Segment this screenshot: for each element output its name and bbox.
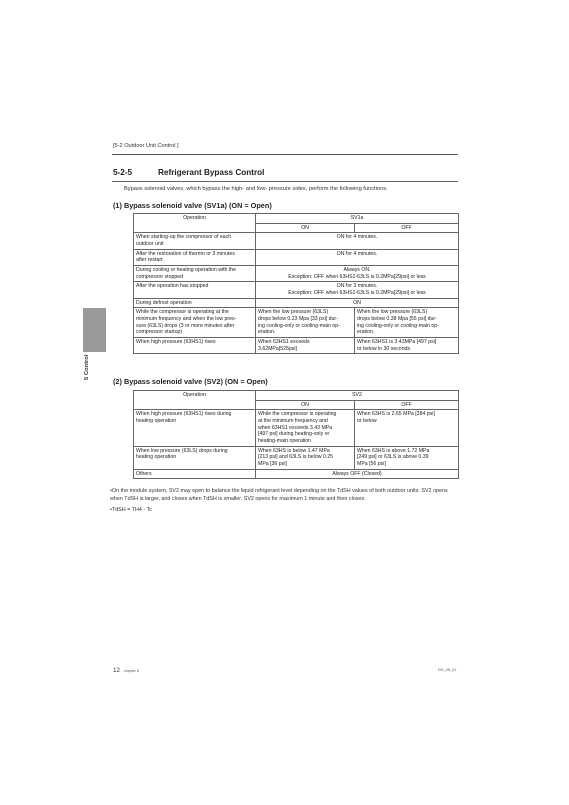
sv2-heading: (2) Bypass solenoid valve (SV2) (ON = Open) xyxy=(113,377,268,386)
off-cell: When the low pressure (63LS) drops below 0.38 Mpa [55 psi] dur- ing cooling-only or cooling-main op- eration. xyxy=(355,308,459,338)
merged-cell: ON xyxy=(256,298,459,308)
page-footer xyxy=(113,667,139,674)
operation-cell: After the restoration of thermo or 3 minutes after restart xyxy=(134,249,256,265)
operation-header: Operation xyxy=(134,391,256,410)
section-intro: Bypass solenoid valves, which bypass the high- and low- pressure sides, perform the following functions. xyxy=(124,186,388,192)
merged-cell: ON for 3 minutes. Exception: OFF when 63HS1-63LS is 0.2MPa[29psi] or less xyxy=(256,282,459,298)
merged-cell: ON for 4 minutes. xyxy=(256,249,459,265)
on-header: ON xyxy=(256,400,355,410)
merged-cell: Always OFF (Closed) xyxy=(256,469,459,479)
on-header: ON xyxy=(256,223,355,233)
on-cell: While the compressor is operating at the minimum frequency and when 63HS1 exceeds 3.43 MPa [497 psi] during heating-only or heating-main operation xyxy=(256,410,355,446)
document-code: DG_05_01 xyxy=(438,668,457,672)
operation-header: Operation xyxy=(134,214,256,233)
table-row xyxy=(134,469,459,479)
sv1a-heading: (1) Bypass solenoid valve (SV1a) (ON = Open) xyxy=(113,201,272,210)
page-number: 12 xyxy=(113,667,120,674)
table-row xyxy=(134,410,459,446)
header-divider xyxy=(112,154,458,155)
operation-cell: During defrost operation xyxy=(134,298,256,308)
off-cell: When 63HS is 2.65 MPa [384 psi] or below xyxy=(355,410,459,446)
off-cell: When 63HS is above 1.72 MPa [249 psi] or 63LS is above 0.39 MPa [56 psi] xyxy=(355,446,459,469)
table-row xyxy=(134,308,459,338)
table-row xyxy=(134,265,459,281)
on-cell: When 63HS is below 1.47 MPa [213 psi] and 63LS is below 0.25 MPa [36 psi] xyxy=(256,446,355,469)
operation-cell: When high pressure (63HS1) rises xyxy=(134,337,256,353)
sv2-header-row xyxy=(134,391,459,401)
operation-cell: While the compressor is operating at the minimum frequency and when the low pres- sure (63LS) drops (3 or more minutes after compressor startup) xyxy=(134,308,256,338)
chapter-side-label: 5 Control xyxy=(84,354,90,380)
note-paragraph: •On the module system, SV2 may open to balance the liquid refrigerant level depending on the TdSH values of both outdoor units. SV2 opens when TdSH is larger, and closes when TdSH is smaller. SV2 opens for maximum 1 minute and then closes. xyxy=(110,488,448,502)
sv2-table xyxy=(133,390,459,479)
off-header: OFF xyxy=(355,223,459,233)
section-header-label: [5-2 Outdoor Unit Control ] xyxy=(113,143,179,149)
operation-cell: When starting-up the compressor of each outdoor unit xyxy=(134,233,256,249)
off-header: OFF xyxy=(355,400,459,410)
section-number: 5-2-5 xyxy=(113,168,133,177)
operation-cell: When low pressure (63LS) drops during heating operation xyxy=(134,446,256,469)
table-row xyxy=(134,282,459,298)
table-row xyxy=(134,446,459,469)
operation-cell: When high pressure (63HS1) rises during heating operation xyxy=(134,410,256,446)
sv1a-header-row xyxy=(134,214,459,224)
on-cell: When the low pressure (63LS) drops below 0.23 Mpa [33 psi] dur- ing cooling-only or cooling-main op- eration. xyxy=(256,308,355,338)
merged-cell: Always ON. Exception: OFF when 63HS1-63LS is 0.2MPa[29psi] or less xyxy=(256,265,459,281)
section-divider xyxy=(112,181,458,182)
operation-cell: Others xyxy=(134,469,256,479)
sv2-group-header: SV2 xyxy=(256,391,459,401)
section-title: Refrigerant Bypass Control xyxy=(158,168,265,177)
table-row xyxy=(134,249,459,265)
operation-cell: After the operation has stopped xyxy=(134,282,256,298)
table-row xyxy=(134,337,459,353)
sv1a-table xyxy=(133,213,459,354)
table-row xyxy=(134,298,459,308)
merged-cell: ON for 4 minutes. xyxy=(256,233,459,249)
on-cell: When 63HS1 exceeds 3.62MPa[525psi] xyxy=(256,337,355,353)
chapter-label: - chapter 5 xyxy=(121,669,139,673)
operation-cell: During cooling or heating operation with the compressor stopped xyxy=(134,265,256,281)
sv1a-group-header: SV1a xyxy=(256,214,459,224)
note-paragraph: •TdSH = TH4 - Tc xyxy=(110,507,152,513)
table-row xyxy=(134,233,459,249)
off-cell: When 63HS1 is 3.43MPa [497 psi] or below in 30 seconds xyxy=(355,337,459,353)
